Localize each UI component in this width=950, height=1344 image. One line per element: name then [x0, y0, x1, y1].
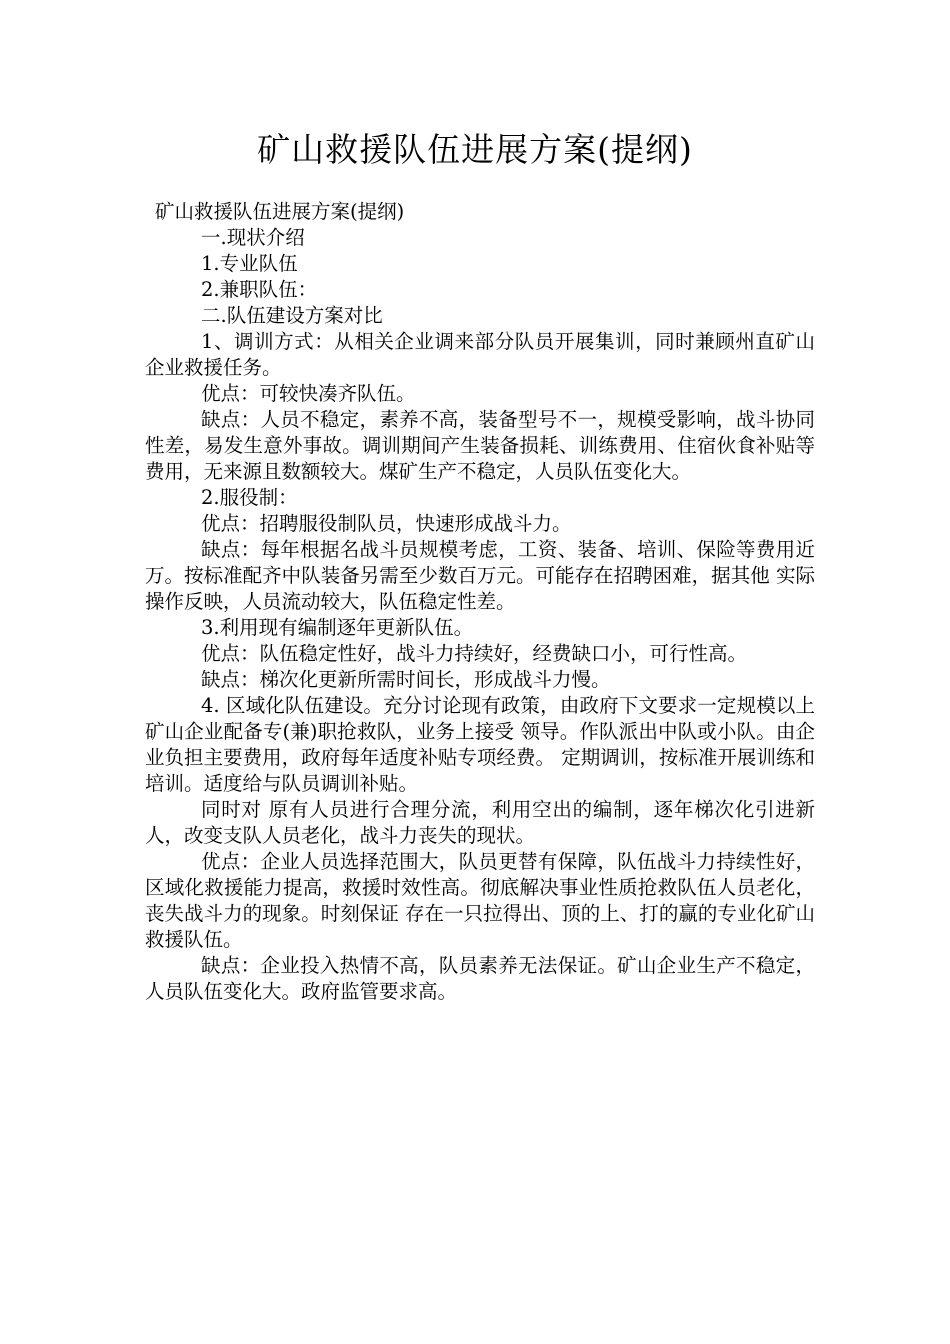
document-body: [145, 199, 815, 1005]
paragraph: 缺点：梯次化更新所需时间长，形成战斗力慢。: [201, 668, 611, 691]
document-title: 矿山救援队伍进展方案(提纲): [257, 130, 693, 169]
list-item: 1.专业队伍: [201, 252, 298, 275]
section-heading-comparison: 二.队伍建设方案对比: [201, 304, 383, 327]
paragraph: 优点：企业人员选择范围大，队员更替有保障，队伍战斗力持续性好，区域化救援能力提高，救援时效性高。彻底解决事业性质抢救队伍人员老化，丧失战斗力的现象。时刻保证 存在一只拉得出、顶的上、打的赢的专业化矿山救援队伍。: [145, 850, 815, 951]
section-heading-status: 一.现状介绍: [201, 226, 305, 249]
paragraph: 优点：队伍稳定性好，战斗力持续好，经费缺口小，可行性高。: [201, 642, 748, 665]
paragraph: 优点：招聘服役制队员，快速形成战斗力。: [201, 512, 572, 535]
paragraph: 优点：可较快凑齐队伍。: [201, 382, 416, 405]
paragraph: 缺点：人员不稳定，素养不高，装备型号不一，规模受影响，战斗协同性差，易发生意外事故。调训期间产生装备损耗、训练费用、住宿伙食补贴等费用，无来源且数额较大。煤矿生产不稳定，人员队伍变化大。: [145, 408, 815, 483]
paragraph: 4. 区域化队伍建设。充分讨论现有政策，由政府下文要求一定规模以上矿山企业配备专(兼)职抢救队，业务上接受 领导。作队派出中队或小队。由企业负担主要费用，政府每年适度补贴专项经费。 定期调训，按标准开展训练和培训。适度给与队员调训补贴。: [145, 694, 815, 795]
paragraph: 3.利用现有编制逐年更新队伍。: [201, 616, 474, 639]
list-item: 2.兼职队伍：: [201, 278, 318, 301]
paragraph: 2.服役制：: [201, 486, 298, 509]
document-subtitle: 矿山救援队伍进展方案(提纲): [155, 200, 405, 223]
paragraph: 缺点：每年根据名战斗员规模考虑，工资、装备、培训、保险等费用近 万。按标准配齐中队装备另需至少数百万元。可能存在招聘困难，据其他 实际操作反映，人员流动较大，队伍稳定性差。: [145, 538, 815, 613]
paragraph: 1、调训方式：从相关企业调来部分队员开展集训，同时兼顾州直矿山企业救援任务。: [145, 330, 815, 379]
paragraph: 同时对 原有人员进行合理分流，利用空出的编制，逐年梯次化引进新人，改变支队人员老化，战斗力丧失的现状。: [145, 798, 815, 847]
paragraph: 缺点：企业投入热情不高，队员素养无法保证。矿山企业生产不稳定，人员队伍变化大。政府监管要求高。: [145, 954, 815, 1003]
